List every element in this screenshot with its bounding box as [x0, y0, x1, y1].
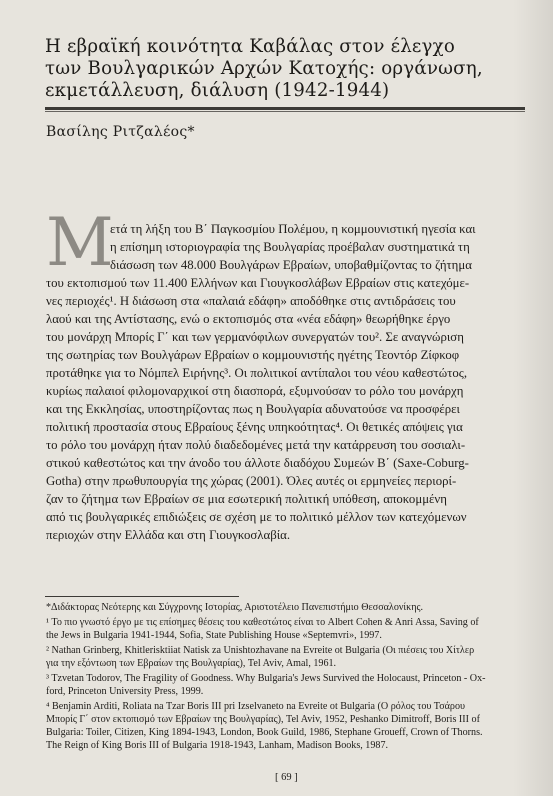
- title-line: Η εβραϊκή κοινότητα Καβάλας στον έλεγχο: [45, 36, 455, 57]
- footnote-line: Μπορίς Γ΄ στον εκτοπισμό των Εβραίων της Βουλγαρίας), Tel Aviv, 1952, Peshanko Dimitroff, Boris III of: [46, 714, 480, 725]
- page-number: [ 69 ]: [275, 772, 298, 783]
- footnote-line: ⁴ Benjamin Arditi, Roliata na Tzar Boris III pri Izselvaneto na Evreite ot Bulgaria (Ο ρόλος του Τσάρου: [46, 701, 466, 712]
- footnote-line: ² Nathan Grinberg, Khitlerisktiiat Natisk za Unishtozhavane na Evreite ot Bulgaria (Οι πιέσεις του Χίτλερ: [46, 645, 475, 656]
- body-line: ετά τη λήξη του Β΄ Παγκοσμίου Πολέμου, η κομμουνιστική ηγεσία και: [110, 222, 476, 236]
- body-line: από τις βουλγαρικές επιδιώξεις σε σχέση με το πολιτικό μέλλον των κατεχόμενων: [46, 510, 467, 524]
- footnote-line: Bulgaria: Toiler, Citizen, King 1894-1943, London, Book Guild, 1986, Stephane Groueff, Crown of Thorns.: [46, 727, 483, 738]
- body-line: η επίσημη ιστοριογραφία της Βουλγαρίας προέβαλαν συστηματικά τη: [110, 240, 470, 254]
- body-line: ζαν το ζήτημα των Εβραίων σε μια εσωτερική πολιτική υπόθεση, αποκομμένη: [46, 492, 447, 506]
- body-line: Gotha) στην πρωθυπουργία της χώρας (2001). Όλες αυτές οι ερμηνείες περιορί-: [46, 474, 457, 488]
- body-line: του εκτοπισμού των 11.400 Ελλήνων και Γιουγκοσλάβων Εβραίων στις κατεχόμε-: [46, 276, 470, 290]
- body-line: λαού και της Αντίστασης, ενώ ο εκτοπισμός στα «νέα εδάφη» θεωρήθηκε έργο: [46, 312, 451, 326]
- footnote-line: ¹ Το πιο γνωστό έργο με τις επίσημες θέσεις του καθεστώτος είναι το Albert Cohen & Anri Assa, Saving of: [46, 617, 479, 628]
- footnote-line: the Jews in Bulgaria 1941-1944, Sofia, State Publishing House «Septemvri», 1997.: [46, 630, 382, 641]
- body-line: προτάθηκε για το Νόμπελ Ειρήνης³. Οι πολιτικοί αντίπαλοι του νέου καθεστώτος,: [46, 366, 468, 380]
- drop-cap: Μ: [46, 204, 114, 281]
- body-line: του μονάρχη Μπορίς Γ΄ και των γερμανόφιλων συνεργατών του². Σε αναγνώριση: [46, 330, 464, 344]
- footnote-line: ³ Tzvetan Todorov, The Fragility of Goodness. Why Bulgaria's Jews Survived the Holocaust, Princeton - Ox-: [46, 673, 486, 684]
- title-line: των Βουλγαρικών Αρχών Κατοχής: οργάνωση,: [45, 58, 483, 79]
- footnote-separator: [45, 596, 239, 597]
- body-line: και της Εκκλησίας, υποστηρίζοντας πως η Βουλγαρία αδυνατούσε να προσφέρει: [46, 402, 460, 416]
- footnote-line: για την εξόντωση των Εβραίων της Βουλγαρίας), Tel Aviv, Amal, 1961.: [46, 658, 337, 669]
- body-line: διάσωση των 48.000 Βουλγάρων Εβραίων, υποβαθμίζοντας το ζήτημα: [110, 258, 472, 272]
- body-line: κυρίως παλαιοί φιλομοναρχικοί στη διασπορά, εξυμνούσαν το ρόλο του μονάρχη: [46, 384, 464, 398]
- body-line: πολιτική προστασία στους Εβραίους ξένης υπηκοότητας⁴. Οι θετικές απόψεις για: [46, 420, 463, 434]
- title-rule-thin: [45, 111, 525, 112]
- title-line: εκμετάλλευση, διάλυση (1942-1944): [45, 80, 390, 101]
- facing-page-bleed-through: [513, 0, 553, 796]
- body-line: της σωτηρίας των Βουλγάρων Εβραίων ο κομμουνιστής ηγέτης Τεοντόρ Ζίφκοφ: [46, 348, 460, 362]
- author-name: Βασίλης Ριτζαλέος*: [46, 124, 195, 140]
- body-line: στικού καθεστώτος και την άνοδο του άλλοτε διαδόχου Συμεών Β΄ (Saxe-Coburg-: [46, 456, 469, 470]
- body-line: περιοχών στην Ελλάδα και στη Γιουγκοσλαβία.: [46, 528, 291, 542]
- body-line: νες περιοχές¹. Η διάσωση στα «παλαιά εδάφη» αποδόθηκε στις αντιδράσεις του: [46, 294, 456, 308]
- footnote-line: ford, Princeton University Press, 1999.: [46, 686, 204, 697]
- title-rule-thick: [45, 107, 525, 110]
- footnote-line: The Reign of King Boris III of Bulgaria 1918-1943, Lanham, Madison Books, 1987.: [46, 740, 389, 751]
- footnote-line: *Διδάκτορας Νεότερης και Σύγχρονης Ιστορίας, Αριστοτέλειο Πανεπιστήμιο Θεσσαλονίκης.: [46, 602, 424, 613]
- article-title: [45, 36, 515, 102]
- body-line: το ρόλο του μονάρχη ήταν πολύ διαδεδομένες μετά την κατάρρευση του σοσιαλι-: [46, 438, 466, 452]
